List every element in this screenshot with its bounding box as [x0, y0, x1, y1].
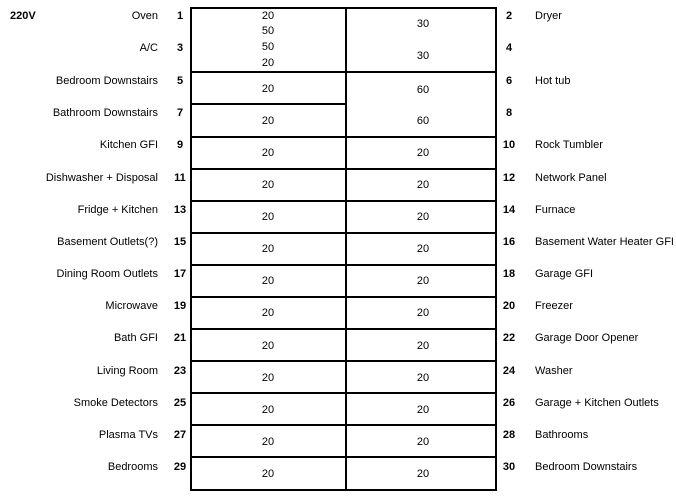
circuit-number: 22	[502, 332, 516, 344]
breaker-amp: 20	[416, 468, 430, 480]
breaker-amp: 20	[261, 179, 275, 191]
breaker-amp: 20	[416, 211, 430, 223]
circuit-label: Rock Tumbler	[535, 139, 603, 151]
circuit-label: Garage GFI	[535, 268, 594, 280]
circuit-number: 8	[505, 107, 513, 119]
circuit-number: 19	[173, 300, 187, 312]
breaker-divider	[190, 456, 497, 458]
circuit-number: 14	[502, 204, 516, 216]
circuit-label: Microwave	[105, 300, 158, 312]
breaker-amp: 20	[261, 10, 275, 22]
circuit-number: 11	[174, 172, 186, 184]
breaker-amp: 20	[416, 147, 430, 159]
breaker-amp: 20	[261, 243, 275, 255]
breaker-amp: 30	[416, 50, 430, 62]
circuit-number: 26	[502, 397, 516, 409]
breaker-divider	[190, 136, 497, 138]
breaker-divider	[190, 71, 497, 73]
circuit-number: 15	[173, 236, 187, 248]
breaker-amp: 60	[416, 115, 430, 127]
voltage-label: 220V	[10, 10, 36, 22]
breaker-amp: 20	[261, 307, 275, 319]
breaker-amp: 20	[416, 372, 430, 384]
circuit-label: Bedroom Downstairs	[55, 75, 158, 87]
circuit-label: Bathroom Downstairs	[52, 107, 158, 119]
circuit-number: 18	[502, 268, 516, 280]
breaker-divider	[190, 328, 497, 330]
circuit-label: Oven	[131, 10, 158, 22]
circuit-label: Dining Room Outlets	[56, 268, 158, 280]
circuit-label: Living Room	[96, 365, 158, 377]
breaker-divider	[190, 232, 497, 234]
breaker-amp: 20	[261, 436, 275, 448]
circuit-label: Bathrooms	[535, 429, 589, 441]
circuit-label: Hot tub	[535, 75, 571, 87]
circuit-label: Bedrooms	[107, 461, 158, 473]
circuit-label: Basement Outlets(?)	[57, 236, 158, 248]
breaker-amp: 20	[416, 243, 430, 255]
breaker-amp: 30	[416, 18, 430, 30]
circuit-label: Fridge + Kitchen	[77, 204, 158, 216]
breaker-amp: 20	[261, 340, 275, 352]
breaker-amp: 20	[416, 307, 430, 319]
breaker-amp: 20	[261, 211, 275, 223]
circuit-label: Garage Door Opener	[535, 332, 639, 344]
circuit-number: 17	[173, 268, 187, 280]
circuit-label: Bedroom Downstairs	[535, 461, 638, 473]
circuit-number: 29	[173, 461, 187, 473]
breaker-divider	[190, 424, 497, 426]
breaker-amp: 20	[261, 404, 275, 416]
breaker-divider	[190, 103, 347, 105]
circuit-label: Furnace	[535, 204, 576, 216]
breaker-amp: 60	[416, 84, 430, 96]
circuit-number: 12	[502, 172, 516, 184]
circuit-label: Dishwasher + Disposal	[45, 172, 158, 184]
circuit-label: A/C	[139, 42, 158, 54]
breaker-divider	[190, 200, 497, 202]
breaker-divider	[190, 264, 497, 266]
circuit-number: 27	[173, 429, 187, 441]
breaker-amp: 20	[261, 372, 275, 384]
circuit-number: 7	[176, 107, 184, 119]
circuit-label: Freezer	[535, 300, 573, 312]
breaker-amp: 50	[261, 25, 275, 37]
circuit-number: 2	[505, 10, 513, 22]
circuit-number: 16	[502, 236, 516, 248]
breaker-amp: 20	[416, 179, 430, 191]
breaker-amp: 20	[416, 340, 430, 352]
breaker-divider	[190, 296, 497, 298]
circuit-label: Dryer	[535, 10, 562, 22]
breaker-amp: 20	[261, 275, 275, 287]
circuit-number: 21	[173, 332, 187, 344]
breaker-divider	[190, 360, 497, 362]
circuit-number: 30	[502, 461, 516, 473]
breaker-amp: 20	[261, 468, 275, 480]
circuit-number: 5	[176, 75, 184, 87]
circuit-number: 3	[176, 42, 184, 54]
breaker-amp: 50	[261, 41, 275, 53]
breaker-divider	[190, 392, 497, 394]
breaker-amp: 20	[416, 275, 430, 287]
circuit-number: 20	[502, 300, 516, 312]
breaker-amp: 20	[261, 115, 275, 127]
circuit-label: Bath GFI	[113, 332, 158, 344]
breaker-amp: 20	[416, 404, 430, 416]
circuit-label: Washer	[535, 365, 573, 377]
circuit-label: Basement Water Heater GFI	[535, 236, 674, 248]
circuit-number: 9	[176, 139, 184, 151]
circuit-number: 23	[173, 365, 187, 377]
circuit-number: 25	[173, 397, 187, 409]
circuit-number: 10	[502, 139, 516, 151]
breaker-amp: 20	[261, 83, 275, 95]
circuit-label: Smoke Detectors	[73, 397, 158, 409]
circuit-label: Garage + Kitchen Outlets	[535, 397, 659, 409]
breaker-amp: 20	[261, 57, 275, 69]
breaker-amp: 20	[416, 436, 430, 448]
circuit-number: 1	[176, 10, 184, 22]
circuit-number: 24	[502, 365, 516, 377]
circuit-number: 6	[505, 75, 513, 87]
circuit-number: 4	[505, 42, 513, 54]
circuit-label: Network Panel	[535, 172, 607, 184]
circuit-label: Plasma TVs	[98, 429, 158, 441]
breaker-divider	[190, 168, 497, 170]
circuit-number: 28	[502, 429, 516, 441]
panel-center-divider	[345, 7, 347, 491]
circuit-number: 13	[173, 204, 187, 216]
breaker-amp: 20	[261, 147, 275, 159]
circuit-label: Kitchen GFI	[99, 139, 158, 151]
